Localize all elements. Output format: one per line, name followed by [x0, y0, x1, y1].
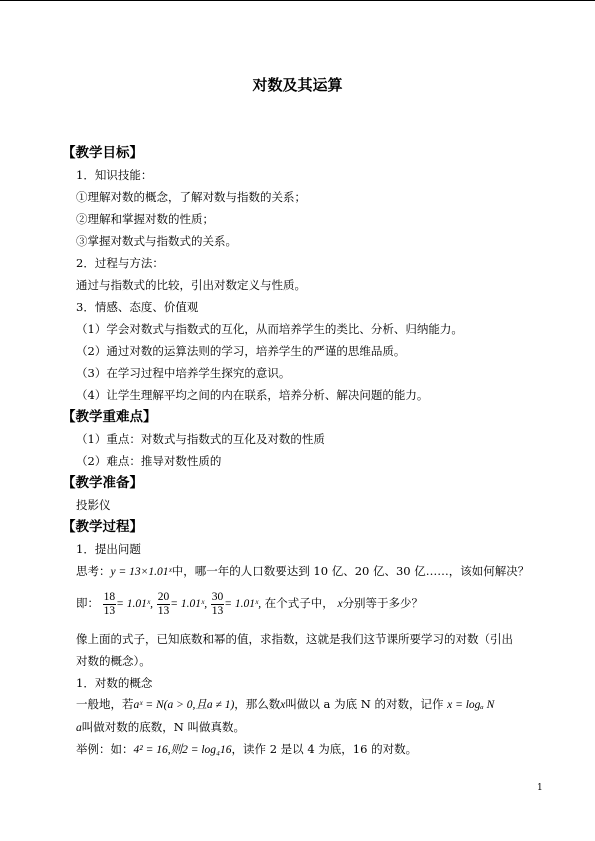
process-line-1: 1．提出问题 [76, 542, 141, 556]
example-line [76, 742, 417, 757]
think-line [76, 564, 529, 579]
section-heading-process: 【教学过程】 [62, 519, 143, 535]
base-variable: a [76, 722, 82, 734]
process-paragraph-2a: 像上面的式子，已知底数和幂的值，求指数，这就是我们这节课所要学习的对数（引出 [76, 632, 513, 646]
ie-rest: 在个式子中， [264, 596, 334, 610]
definition-text-a: 一般地，若 [76, 697, 134, 711]
eq-rhs-3: = 1.01ˣ, [224, 598, 262, 610]
key-line-1: （1）重点：对数式与指数式的互化及对数的性质 [76, 432, 325, 446]
base-text: 叫做对数的底数，N 叫做真数。 [81, 720, 245, 734]
fraction-18-13: $\frac{18}{13}$ [103, 590, 116, 617]
goals-line-5: 2．过程与方法： [76, 256, 164, 270]
goals-line-6: 通过与指数式的比较，引出对数定义与性质。 [76, 278, 306, 292]
definition-formula: aˣ = N(a > 0,且a ≠ 1) [133, 699, 235, 711]
goals-line-9: （2）通过对数的运算法则的学习，培养学生的严谨的思维品质。 [76, 344, 406, 358]
section-heading-goals: 【教学目标】 [62, 145, 143, 161]
section-heading-key: 【教学重难点】 [62, 409, 157, 425]
definition-variable: x [280, 699, 286, 711]
section-heading-prep: 【教学准备】 [62, 475, 143, 491]
example-text: ，读作 2 是以 4 为底，16 的对数。 [231, 742, 418, 756]
goals-line-7: 3．情感、态度、价值观 [76, 300, 199, 314]
process-paragraph-2b: 对数的概念）。 [76, 654, 151, 668]
think-text: 中，哪一年的人口数要达到 10 亿、20 亿、30 亿……，该如何解决？ [171, 564, 530, 578]
ie-end: 分别等于多少？ [342, 596, 424, 610]
fraction-20-13: $\frac{20}{13}$ [157, 590, 170, 617]
think-formula: y = 13×1.01ˣ [110, 566, 172, 578]
definition-text-b: ，那么数 [234, 697, 281, 711]
fraction-30-13: $\frac{30}{13}$ [211, 590, 224, 617]
ie-label: 即： [76, 596, 99, 610]
key-line-2: （2）难点：推导对数性质的 [76, 454, 222, 468]
ie-line [76, 588, 423, 619]
prep-line-1: 投影仪 [76, 498, 111, 512]
example-label: 举例：如： [76, 742, 134, 756]
goals-line-2: ①理解对数的概念，了解对数与指数的关系； [76, 190, 306, 204]
definition-line [76, 697, 494, 712]
example-formula: 4² = 16,则2 = log₄16 [133, 744, 232, 756]
goals-line-11: （4）让学生理解平均之间的内在联系，培养分析、解决问题的能力。 [76, 388, 429, 402]
ie-variable: x [337, 598, 343, 610]
page-number: 1 [537, 783, 543, 793]
goals-line-10: （3）在学习过程中培养学生探究的意识。 [76, 366, 291, 380]
goals-line-4: ③掌握对数式与指数式的关系。 [76, 234, 237, 248]
eq-rhs-2: = 1.01ˣ, [170, 598, 208, 610]
page-title: 对数及其运算 [252, 76, 343, 94]
think-label: 思考： [76, 564, 111, 578]
eq-rhs-1: = 1.01ˣ, [116, 598, 154, 610]
base-line [76, 720, 245, 735]
definition-text-c: 叫做以 a 为底 N 的对数，记作 [285, 697, 444, 711]
goals-line-3: ②理解和掌握对数的性质； [76, 212, 214, 226]
header-rule [0, 0, 595, 1]
definition-log-notation: x = logₐ N [447, 699, 495, 711]
process-line-3: 1．对数的概念 [76, 676, 153, 690]
goals-line-1: 1．知识技能： [76, 168, 153, 182]
goals-line-8: （1）学会对数式与指数式的互化，从而培养学生的类比、分析、归纳能力。 [76, 322, 463, 336]
